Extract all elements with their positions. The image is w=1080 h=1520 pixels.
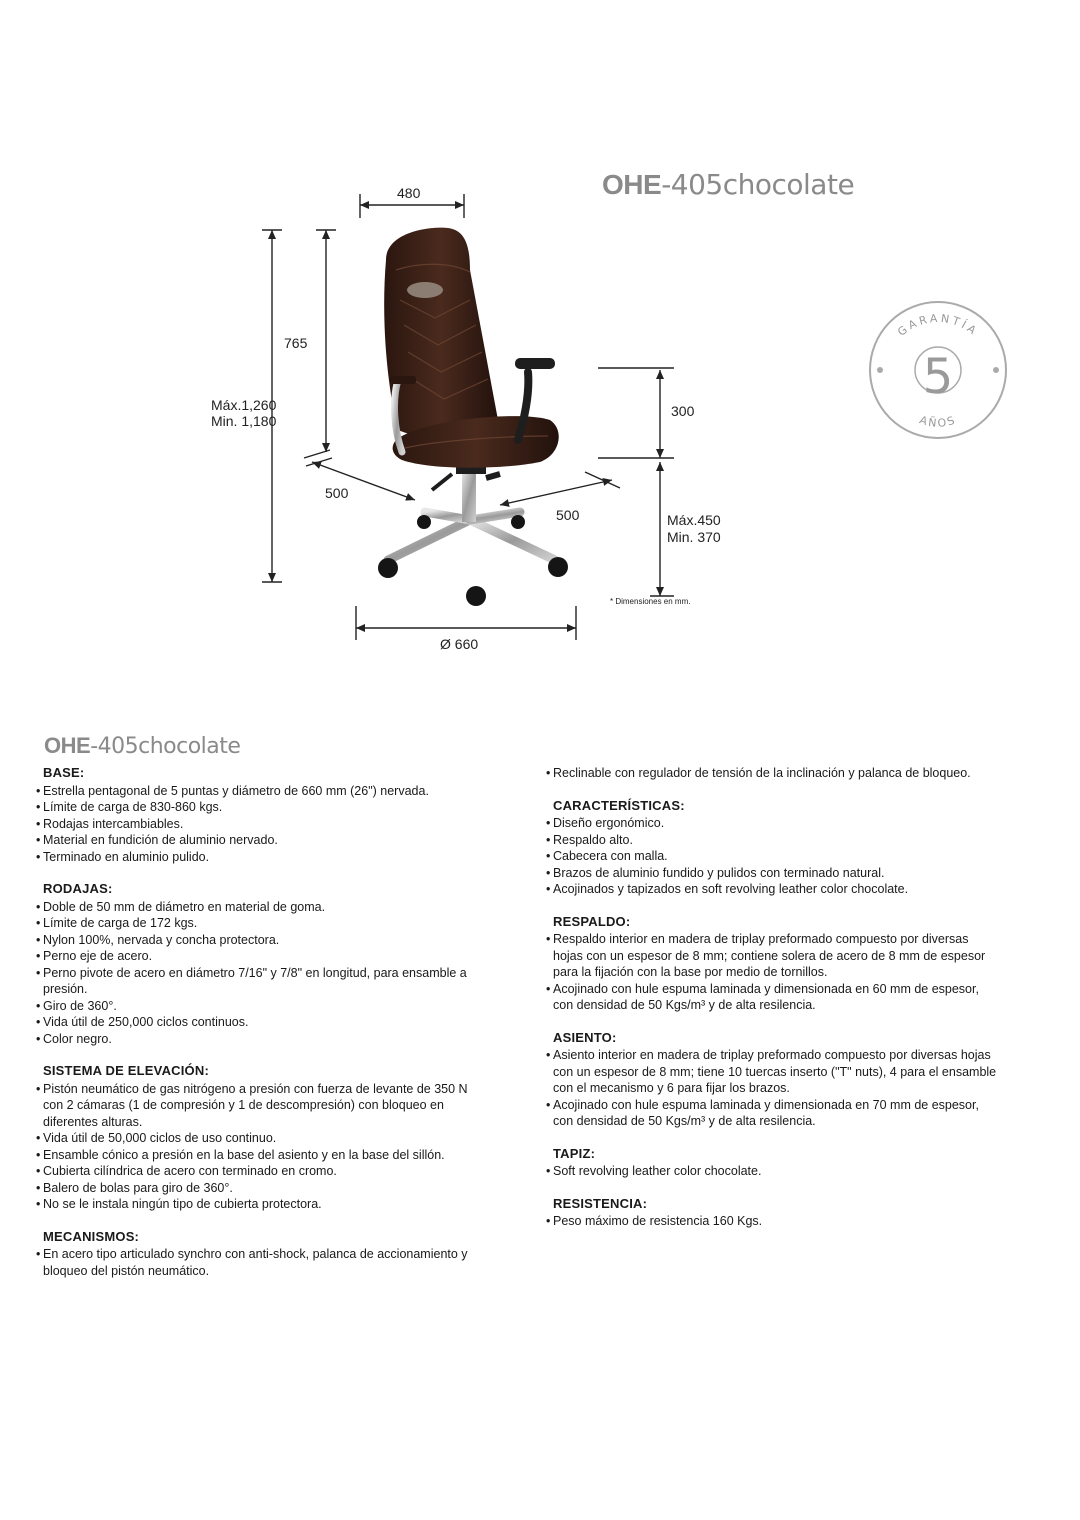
warranty-seal bbox=[870, 302, 1006, 438]
spec-item: • Material en fundición de aluminio nervado. bbox=[38, 832, 478, 849]
spec-section-respaldo bbox=[548, 914, 998, 1014]
spec-item: • Perno eje de acero. bbox=[38, 948, 478, 965]
spec-item: • En acero tipo articulado synchro con anti-shock, palanca de accionamiento y bloqueo del pistón neumático. bbox=[38, 1246, 478, 1279]
product-title-specs bbox=[44, 733, 240, 759]
dim-total-height-min: Min. 1,180 bbox=[211, 413, 277, 429]
specs-right-column bbox=[548, 765, 998, 1246]
spec-item: • Brazos de aluminio fundido y pulidos con terminado natural. bbox=[548, 865, 998, 882]
star-base bbox=[388, 512, 555, 590]
specs-left-column bbox=[38, 765, 478, 1295]
spec-item: • Giro de 360°. bbox=[38, 998, 478, 1015]
spec-section-title: RODAJAS: bbox=[43, 881, 113, 896]
spec-section-title: RESPALDO: bbox=[553, 913, 631, 929]
dim-back-height: 765 bbox=[284, 335, 308, 351]
spec-section-caracteristicas bbox=[548, 798, 998, 898]
svg-text:AÑOS bbox=[918, 413, 958, 430]
spec-item: • Reclinable con regulador de tensión de la inclinación y palanca de bloqueo. bbox=[548, 765, 998, 782]
spec-item: • Cubierta cilíndrica de acero con terminado en cromo. bbox=[38, 1163, 478, 1180]
spec-list bbox=[38, 783, 478, 866]
spec-section-mecanismos bbox=[38, 1229, 478, 1280]
spec-list bbox=[38, 1081, 478, 1213]
spec-item: • Límite de carga de 830-860 kgs. bbox=[38, 799, 478, 816]
spec-item: • Acojinado con hule espuma laminada y dimensionada en 60 mm de espesor, con densidad de 50 Kgs/m³ y de alta resilencia. bbox=[548, 981, 998, 1014]
dim-width-top: 480 bbox=[397, 185, 421, 201]
dim-total-height-max: Máx.1,260 bbox=[211, 397, 277, 413]
spec-item: • Vida útil de 250,000 ciclos continuos. bbox=[38, 1014, 478, 1031]
spec-item: • Color negro. bbox=[38, 1031, 478, 1048]
product-code-suffix: -405chocolate bbox=[90, 734, 241, 759]
warranty-top-text: GARANTÍA bbox=[895, 311, 981, 339]
spec-item: • Diseño ergonómico. bbox=[548, 815, 998, 832]
spec-section-title: BASE: bbox=[43, 765, 85, 780]
spec-item: • Respaldo interior en madera de triplay preformado compuesto por diversas hojas con un espesor de 8 mm; contiene solera de acero de 8 mm de espesor para la fijación con la base por medio de tornillos. bbox=[548, 931, 998, 981]
spec-list bbox=[548, 1163, 998, 1180]
product-code-prefix: OHE bbox=[602, 169, 662, 200]
product-code-suffix: -405chocolate bbox=[661, 168, 855, 201]
dim-base-diameter: Ø 660 bbox=[440, 636, 479, 652]
gas-piston bbox=[462, 470, 476, 522]
warranty-bottom-text: AÑOS bbox=[917, 413, 959, 431]
spec-section-title: SISTEMA DE ELEVACIÓN: bbox=[43, 1063, 209, 1078]
spec-list bbox=[38, 899, 478, 1048]
spec-list bbox=[548, 765, 998, 782]
spec-section-title: ASIENTO: bbox=[553, 1029, 617, 1045]
product-title-top bbox=[602, 168, 854, 201]
spec-item: • Vida útil de 50,000 ciclos de uso continuo. bbox=[38, 1130, 478, 1147]
spec-section-sistema-de-elevacion bbox=[38, 1063, 478, 1213]
spec-item: • Peso máximo de resistencia 160 Kgs. bbox=[548, 1213, 998, 1230]
dim-seat-height-max: Máx.450 bbox=[667, 512, 721, 528]
spec-section-asiento bbox=[548, 1030, 998, 1130]
spec-list bbox=[38, 1246, 478, 1279]
spec-item: • Estrella pentagonal de 5 puntas y diámetro de 660 mm (26") nervada. bbox=[38, 783, 478, 800]
spec-item: • Doble de 50 mm de diámetro en material de goma. bbox=[38, 899, 478, 916]
backrest bbox=[384, 228, 498, 439]
spec-item: • Ensamble cónico a presión en la base del asiento y en la base del sillón. bbox=[38, 1147, 478, 1164]
spec-item: • Balero de bolas para giro de 360°. bbox=[38, 1180, 478, 1197]
spec-item: • Perno pivote de acero en diámetro 7/16" y 7/8" en longitud, para ensamble a presión. bbox=[38, 965, 478, 998]
spec-item: • Nylon 100%, nervada y concha protectora. bbox=[38, 932, 478, 949]
spec-list bbox=[548, 931, 998, 1014]
dimensions-note: * Dimensiones en mm. bbox=[610, 597, 691, 606]
dim-seat-width: 500 bbox=[556, 507, 580, 523]
spec-item: • No se le instala ningún tipo de cubierta protectora. bbox=[38, 1196, 478, 1213]
dim-seat-height-min: Min. 370 bbox=[667, 529, 721, 545]
spec-list bbox=[548, 1047, 998, 1130]
spec-item: • Acojinado con hule espuma laminada y dimensionada en 70 mm de espesor, con densidad de 50 Kgs/m³ y de alta resilencia. bbox=[548, 1097, 998, 1130]
spec-item: • Rodajas intercambiables. bbox=[38, 816, 478, 833]
spec-list bbox=[548, 815, 998, 898]
spec-list bbox=[548, 1213, 998, 1230]
spec-section-tapiz bbox=[548, 1146, 998, 1180]
headrest-mesh bbox=[407, 282, 443, 298]
spec-section-title: RESISTENCIA: bbox=[553, 1195, 648, 1211]
dim-arm-height: 300 bbox=[671, 403, 695, 419]
spec-item: • Soft revolving leather color chocolate. bbox=[548, 1163, 998, 1180]
spec-section-title: CARACTERÍSTICAS: bbox=[553, 797, 685, 813]
spec-item: • Cabecera con malla. bbox=[548, 848, 998, 865]
spec-section-title: TAPIZ: bbox=[553, 1145, 596, 1161]
spec-item: • Acojinados y tapizados en soft revolving leather color chocolate. bbox=[548, 881, 998, 898]
chair-dimension-diagram bbox=[0, 0, 1080, 700]
spec-section-base bbox=[38, 765, 478, 865]
svg-text:GARANTÍA bbox=[895, 312, 981, 339]
spec-item: • Respaldo alto. bbox=[548, 832, 998, 849]
spec-section-title: MECANISMOS: bbox=[43, 1228, 140, 1244]
spec-section-rodajas bbox=[38, 881, 478, 1047]
warranty-number: 5 bbox=[922, 349, 954, 405]
spec-item: • Pistón neumático de gas nitrógeno a presión con fuerza de levante de 350 N con 2 cámaras (1 de compresión y 1 de descompresión) con bloqueo en diferentes alturas. bbox=[38, 1081, 478, 1131]
chair-illustration bbox=[378, 228, 568, 606]
dim-seat-depth: 500 bbox=[325, 485, 349, 501]
spec-section-continued bbox=[548, 765, 998, 782]
spec-item: • Terminado en aluminio pulido. bbox=[38, 849, 478, 866]
spec-section-resistencia bbox=[548, 1196, 998, 1230]
spec-item: • Asiento interior en madera de triplay preformado compuesto por diversas hojas con un espesor de 8 mm; tiene 10 tuercas inserto ("T" nuts), 4 para el ensamble con el mecanismo y 6 para fijar los brazos. bbox=[548, 1047, 998, 1097]
spec-item: • Límite de carga de 172 kgs. bbox=[38, 915, 478, 932]
product-code-prefix: OHE bbox=[44, 733, 91, 758]
